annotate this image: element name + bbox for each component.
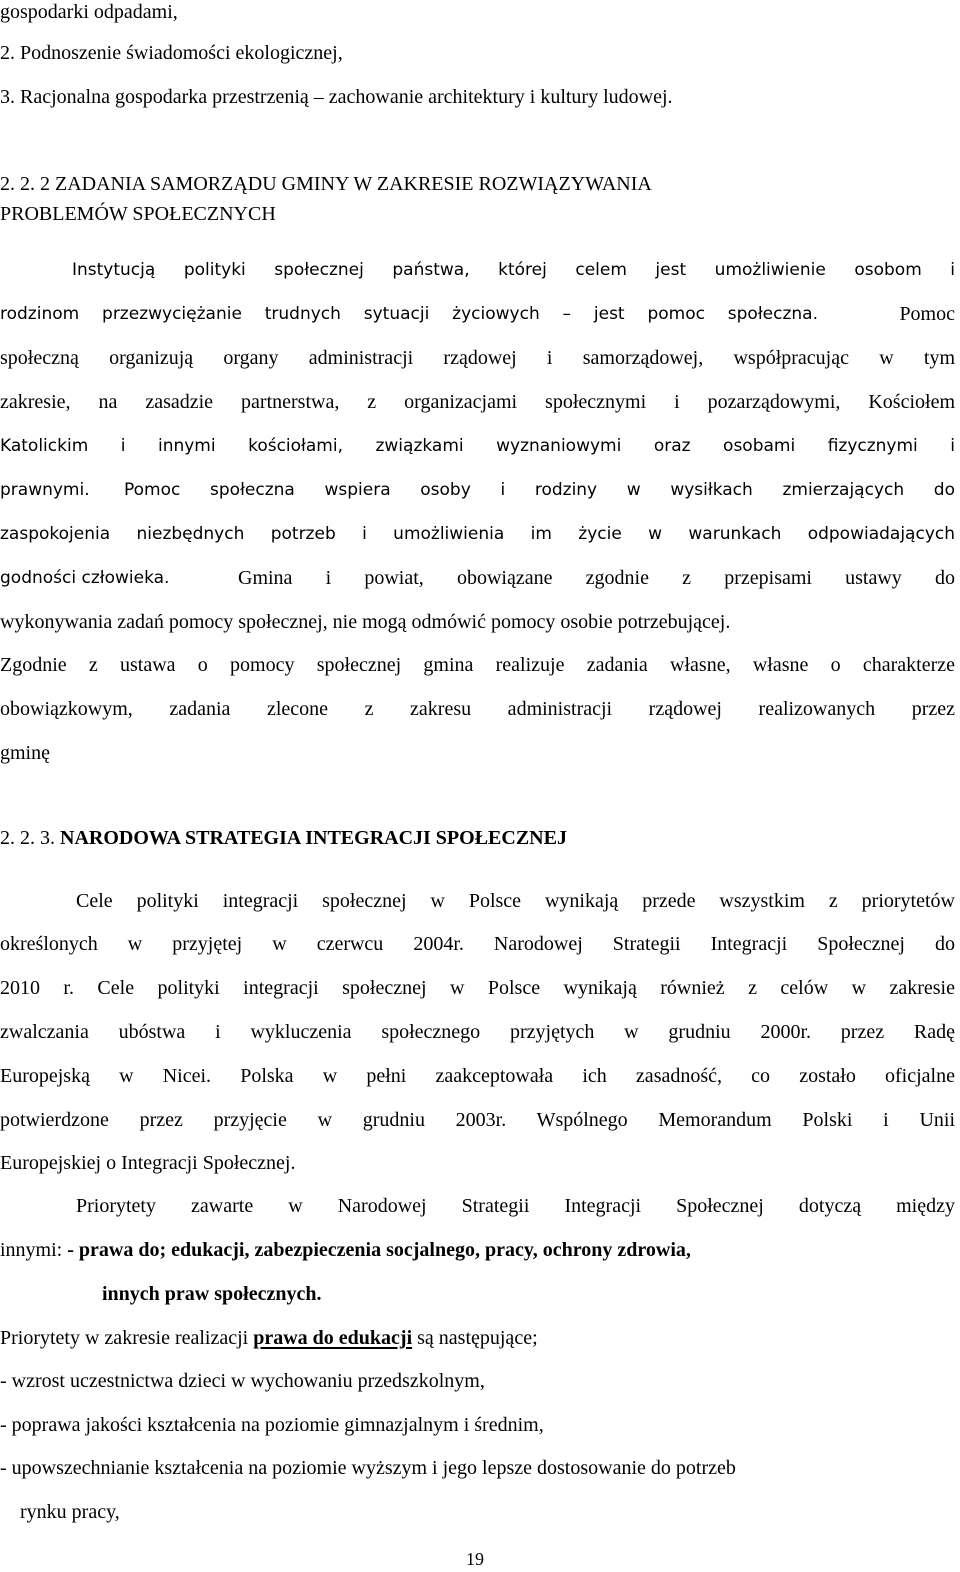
list-item-3: 3. Racjonalna gospodarka przestrzenią – zachowanie architektury i kultury ludowej. [0, 86, 673, 108]
list-item: - poprawa jakości kształcenia na poziomie gimnazjalnym i średnim, [0, 1414, 544, 1436]
paragraph-line: Katolickim i innymi kościołami, związkami wyznaniowymi oraz osobami fizycznymi i [0, 436, 955, 456]
paragraph-line: potwierdzone przez przyjęcie w grudniu 2003r. Wspólnego Memorandum Polski i Unii [0, 1109, 955, 1131]
priorities-prefix: Priorytety w zakresie realizacji [0, 1327, 254, 1349]
priorities-underlined: prawa do edukacji [253, 1327, 413, 1349]
paragraph-line [0, 302, 850, 326]
paragraph-line: społeczną organizują organy administracji rządowej i samorządowej, współpracując w tym [0, 347, 955, 369]
paragraph-line: Priorytety zawarte w Narodowej Strategii Integracji Społecznej dotyczą między [76, 1195, 955, 1217]
paragraph-line-prefix: innymi: [0, 1239, 68, 1261]
paragraph-line-text: rodzinom przezwyciężanie trudnych sytuacji życiowych – jest pomoc społeczna. [0, 304, 818, 324]
paragraph-line: gminę [0, 742, 50, 764]
paragraph-line: Gmina i powiat, obowiązane zgodnie z przepisami ustawy do [238, 567, 955, 589]
priorities-suffix: są następujące; [412, 1327, 538, 1349]
section-heading-223-number: 2. 2. 3. [0, 827, 55, 849]
paragraph-line: obowiązkowym, zadania zlecone z zakresu administracji rządowej realizowanych przez [0, 698, 955, 720]
paragraph-line: Instytucją polityki społecznej państwa, której celem jest umożliwienie osobom i [72, 260, 955, 280]
paragraph-line: Pomoc społeczna wspiera osoby i rodziny w wysiłkach zmierzających do [124, 480, 955, 500]
list-item: - upowszechnianie kształcenia na poziomie wyższym i jego lepsze dostosowanie do potrzeb [0, 1457, 736, 1479]
paragraph-line-bold: innych praw społecznych. [102, 1283, 322, 1305]
section-heading-222-line1: 2. 2. 2 ZADANIA SAMORZĄDU GMINY W ZAKRESIE ROZWIĄZYWANIA [0, 173, 652, 195]
list-item-1-tail: gospodarki odpadami, [0, 1, 178, 23]
list-item: - wzrost uczestnictwa dzieci w wychowaniu przedszkolnym, [0, 1370, 485, 1392]
paragraph-line: Cele polityki integracji społecznej w Polsce wynikają przede wszystkim z priorytetów [76, 890, 955, 912]
paragraph-line: Europejską w Nicei. Polska w pełni zaakceptowała ich zasadność, co zostało oficjalne [0, 1065, 955, 1087]
section-heading-223 [0, 826, 900, 850]
paragraph-line: określonych w przyjętej w czerwcu 2004r. Narodowej Strategii Integracji Społecznej do [0, 933, 955, 955]
paragraph-line: zaspokojenia niezbędnych potrzeb i umożliwienia im życie w warunkach odpowiadających [0, 524, 955, 544]
list-item-2: 2. Podnoszenie świadomości ekologicznej, [0, 42, 343, 64]
paragraph-line-word: Pomoc [899, 303, 955, 325]
paragraph-line: zakresie, na zasadzie partnerstwa, z organizacjami społecznymi i pozarządowymi, Kościołem [0, 391, 955, 413]
paragraph-line: wykonywania zadań pomocy społecznej, nie mogą odmówić pomocy osobie potrzebującej. [0, 611, 731, 633]
priorities-intro [0, 1326, 955, 1350]
paragraph-line [0, 1238, 955, 1262]
paragraph-line: Zgodnie z ustawa o pomocy społecznej gmina realizuje zadania własne, własne o charakterze [0, 654, 955, 676]
list-item-continuation: rynku pracy, [20, 1501, 120, 1523]
paragraph-line: 2010 r. Cele polityki integracji społecznej w Polsce wynikają również z celów w zakresie [0, 977, 955, 999]
paragraph-line-bold: - prawa do; edukacji, zabezpieczenia socjalnego, pracy, ochrony zdrowia, [67, 1239, 691, 1261]
paragraph-line: zwalczania ubóstwa i wykluczenia społecznego przyjętych w grudniu 2000r. przez Radę [0, 1021, 955, 1043]
paragraph-line: Europejskiej o Integracji Społecznej. [0, 1152, 296, 1174]
paragraph-line-word: godności człowieka. [0, 568, 170, 588]
section-heading-222-line2: PROBLEMÓW SPOŁECZNYCH [0, 203, 276, 225]
section-heading-223-text: NARODOWA STRATEGIA INTEGRACJI SPOŁECZNEJ [60, 827, 567, 849]
paragraph-line-word: prawnymi. [0, 480, 90, 500]
page-number: 19 [466, 1549, 484, 1569]
